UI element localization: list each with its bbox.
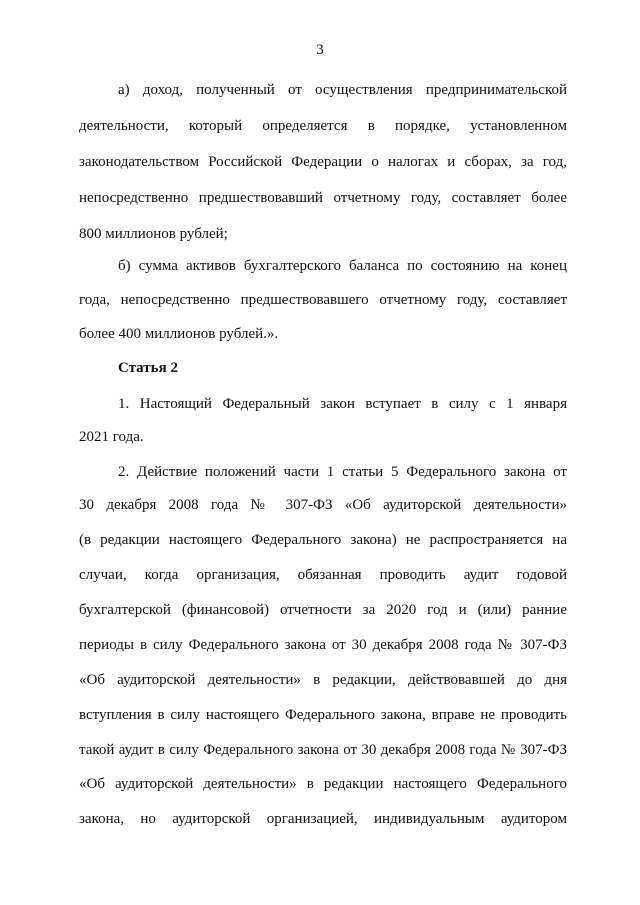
paragraph-2-line: (в редакции настоящего Федерального закона) не распространяется на [79,532,567,548]
paragraph-2-line: «Об аудиторской деятельности» в редакции настоящего Федерального [79,776,567,792]
paragraph-a-line: непосредственно предшествовавший отчетному году, составляет более [79,190,567,206]
paragraph-a-line: а) доход, полученный от осуществления предпринимательской [118,82,567,98]
paragraph-2-line: 30 декабря 2008 года № 307-ФЗ «Об аудиторской деятельности» [79,497,567,513]
article-heading: Статья 2 [118,360,178,376]
paragraph-2-line: вступления в силу настоящего Федерального закона, вправе не проводить [79,707,567,723]
paragraph-2-line: закона, но аудиторской организацией, индивидуальным аудитором [79,811,567,827]
page-number: 3 [316,42,324,58]
paragraph-2-line: «Об аудиторской деятельности» в редакции, действовавшей до дня [79,672,567,688]
paragraph-2-line: 2. Действие положений части 1 статьи 5 Федерального закона от [118,464,567,480]
paragraph-2-line: такой аудит в силу Федерального закона от 30 декабря 2008 года № 307-ФЗ [79,742,567,758]
paragraph-1-line: 1. Настоящий Федеральный закон вступает в силу с 1 января [118,396,567,412]
paragraph-2-line: бухгалтерской (финансовой) отчетности за 2020 год и (или) ранние [79,602,567,618]
paragraph-b-line: б) сумма активов бухгалтерского баланса по состоянию на конец [118,258,567,274]
paragraph-b-line: года, непосредственно предшествовавшего отчетному году, составляет [79,292,567,308]
paragraph-2-line: периоды в силу Федерального закона от 30 декабря 2008 года № 307-ФЗ [79,637,567,653]
paragraph-2-line: случаи, когда организация, обязанная проводить аудит годовой [79,567,567,583]
paragraph-a-line: законодательством Российской Федерации о налогах и сборах, за год, [79,154,567,170]
paragraph-a-line: 800 миллионов рублей; [79,226,228,242]
paragraph-1-line: 2021 года. [79,429,144,445]
paragraph-b-line: более 400 миллионов рублей.». [79,326,279,342]
paragraph-a-line: деятельности, который определяется в порядке, установленном [79,118,567,134]
